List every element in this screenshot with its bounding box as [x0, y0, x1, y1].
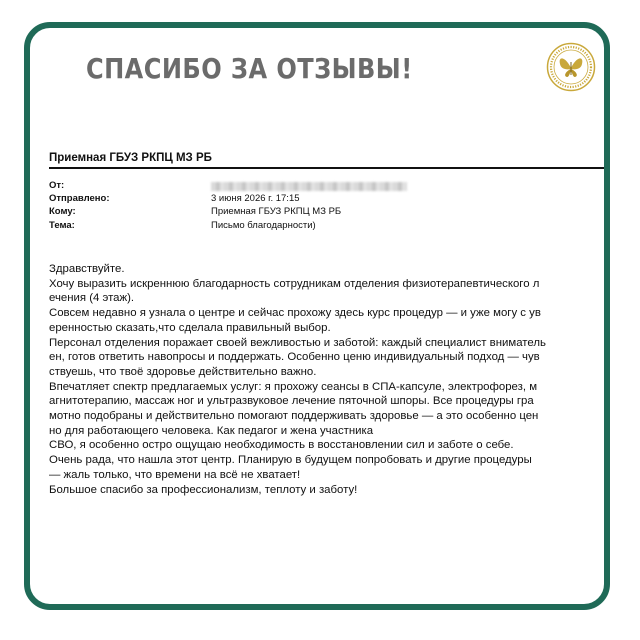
meta-label: От:: [49, 180, 65, 191]
page-title: СПАСИБО ЗА ОТЗЫВЫ!: [86, 52, 413, 85]
body-line: Впечатляет спектр предлагаемых услуг: я прохожу сеансы в СПА-капсуле, электрофорез, м: [49, 380, 538, 393]
meta-label: Отправлено:: [49, 193, 110, 205]
header-divider: [49, 167, 604, 169]
body-line: Здравствуйте.: [49, 263, 125, 275]
organization-name: Приемная ГБУЗ РКПЦ МЗ РБ: [49, 152, 212, 164]
body-line: еренностью сказать,что сделала правильный выбор.: [49, 321, 331, 334]
body-line: Совсем недавно я узнала о центре и сейчас прохожу здесь курс процедур — и уже могу с ув: [49, 307, 541, 320]
body-line: Персонал отделения поражает своей вежливостью и заботой: каждый специалист вниматель: [49, 336, 546, 349]
redacted-sender: [211, 182, 407, 191]
butterfly-emblem-icon: [546, 42, 596, 92]
body-line: но для работающего человека. Как педагог и жена участника: [49, 424, 374, 437]
body-line: Хочу выразить искреннюю благодарность сотрудникам отделения физиотерапевтического л: [49, 277, 540, 290]
body-line: — жаль только, что времени на всё не хватает!: [49, 468, 301, 481]
body-line: Большое спасибо за профессионализм, теплоту и заботу!: [49, 483, 358, 496]
body-line: ствуешь, что твоё здоровье действительно важно.: [49, 365, 317, 378]
meta-value: Письмо благодарности): [211, 219, 316, 231]
meta-label: Тема:: [49, 219, 75, 231]
body-line: Очень рада, что нашла этот центр. Планирую в будущем попробовать и другие процедуры: [49, 454, 532, 467]
meta-value: 3 июня 2026 г. 17:15: [211, 193, 300, 205]
body-line: мотно подобраны и действительно помогают поддерживать здоровье — а это особенно цен: [49, 410, 539, 423]
email-body: [49, 262, 609, 497]
body-line: агнитотерапию, массаж ног и ультразвуковое лечение пяточной шпоры. Все процедуры гра: [49, 395, 534, 408]
body-line: ечения (4 этаж).: [49, 292, 135, 305]
body-line: ен, готов ответить навопросы и поддержать. Особенно ценю индивидуальный подход — чув: [49, 351, 540, 364]
meta-label: Кому:: [49, 206, 76, 218]
meta-value-redacted: [211, 180, 407, 194]
meta-value: Приемная ГБУЗ РКПЦ МЗ РБ: [211, 206, 342, 218]
body-line: СВО, я особенно остро ощущаю необходимость в восстановлении сил и заботе о себе.: [49, 439, 514, 452]
